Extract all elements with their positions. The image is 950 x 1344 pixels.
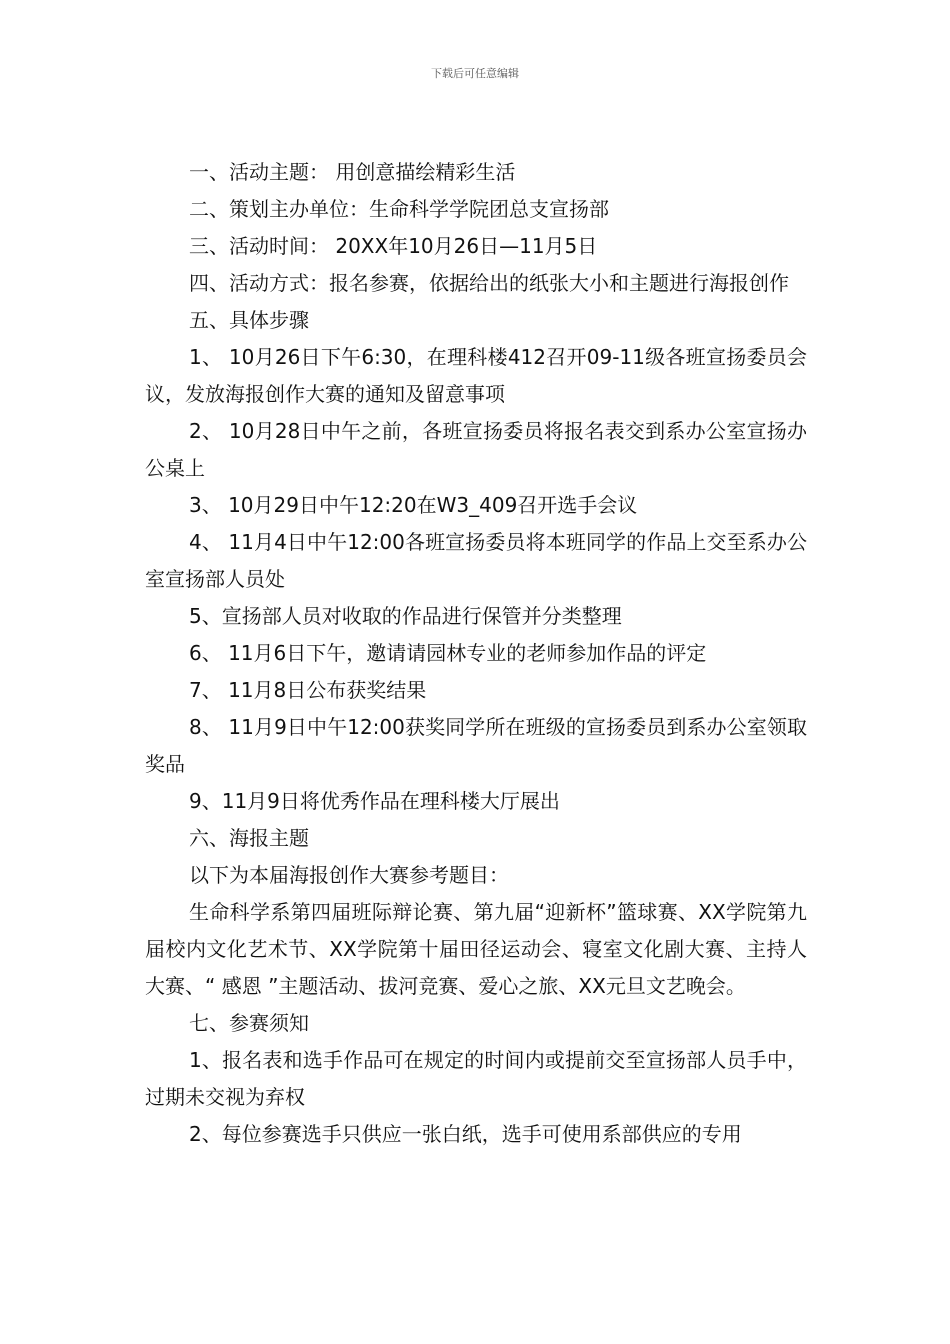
- step-item: 5、宣扬部人员对收取的作品进行保管并分类整理: [189, 604, 622, 628]
- step-item: 3、 10月29日中午12:20在W3_409召开选手会议: [189, 493, 638, 517]
- paragraph-topics-list: 生命科学系第四届班际辩论赛、第九届“迎新杯”篮球赛、XX学院第九届校内文化艺术节、XX学院第十届田径运动会、寝室文化剧大赛、主持人大赛、“ 感恩 ”主题活动、拔河竞赛、爱心之旅、XX元旦文艺晚会。: [145, 900, 807, 998]
- rule-item: 2、每位参赛选手只供应一张白纸，选手可使用系部供应的专用: [189, 1122, 742, 1146]
- step-item: 2、 10月28日中午之前，各班宣扬委员将报名表交到系办公室宣扬办公桌上: [145, 419, 807, 480]
- step-item: 1、 10月26日下午6:30，在理科楼412召开09-11级各班宣扬委员会议，发放海报创作大赛的通知及留意事项: [145, 345, 807, 406]
- paragraph-method: 四、活动方式：报名参赛，依据给出的纸张大小和主题进行海报创作: [189, 271, 789, 295]
- step-item: 9、11月9日将优秀作品在理科楼大厅展出: [189, 789, 560, 813]
- document-body: [145, 154, 807, 1153]
- step-item: 6、 11月6日下午，邀请请园林专业的老师参加作品的评定: [189, 641, 707, 665]
- paragraph-topics-intro: 以下为本届海报创作大赛参考题目：: [189, 863, 509, 887]
- page-header-note: 下载后可任意编辑: [431, 67, 519, 80]
- step-item: 4、 11月4日中午12:00各班宣扬委员将本班同学的作品上交至系办公室宣扬部人员处: [145, 530, 807, 591]
- paragraph-theme: 一、活动主题： 用创意描绘精彩生活: [189, 160, 516, 184]
- step-item: 7、 11月8日公布获奖结果: [189, 678, 427, 702]
- step-item: 8、 11月9日中午12:00获奖同学所在班级的宣扬委员到系办公室领取奖品: [145, 715, 807, 776]
- section-heading-rules: 七、参赛须知: [189, 1011, 309, 1035]
- rule-item: 1、报名表和选手作品可在规定的时间内或提前交至宣扬部人员手中，过期未交视为弃权: [145, 1048, 807, 1109]
- section-heading-poster-theme: 六、海报主题: [189, 826, 309, 850]
- paragraph-organizer: 二、策划主办单位：生命科学学院团总支宣扬部: [189, 197, 609, 221]
- paragraph-time: 三、活动时间： 20XX年10月26日—11月5日: [189, 234, 598, 258]
- section-heading-steps: 五、具体步骤: [189, 308, 309, 332]
